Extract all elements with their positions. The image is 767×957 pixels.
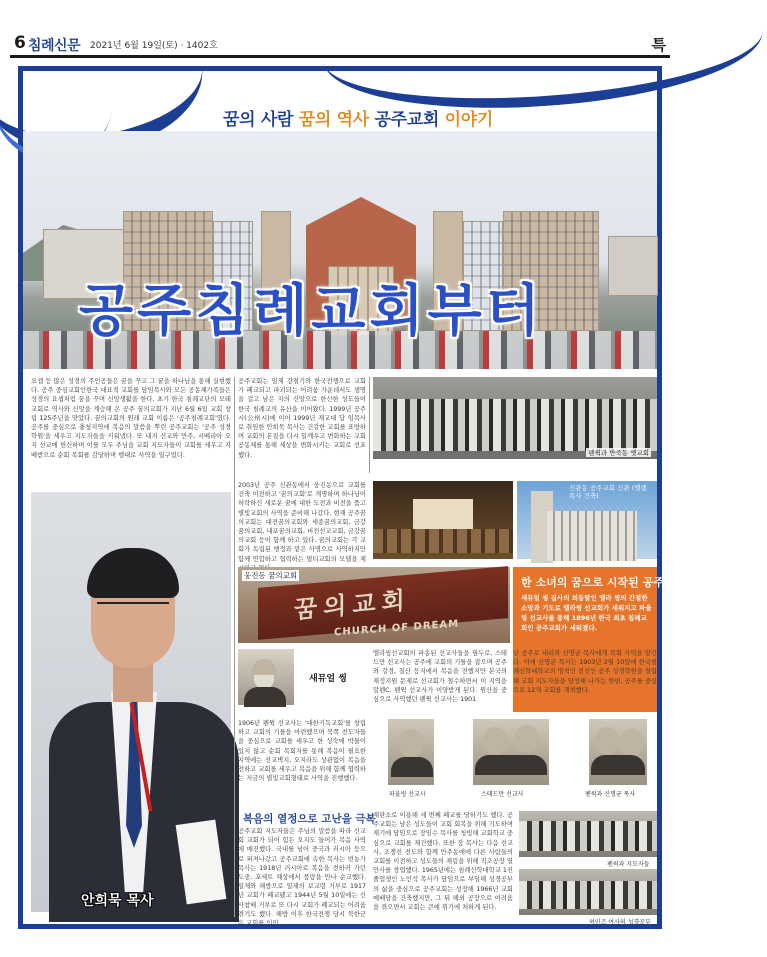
photo-pews bbox=[373, 529, 513, 553]
article-column-6: 1906년 펜윅 선교사는 '대한기독교회'를 창립하고 교회의 기틀을 마련했으며 북쪽 전도자들을 중심으로 교회를 세우고 한 성숙에 박물이 있지 않고 순회 목회자를 통해 복음이 필요한 지역에는 선교벽지, 오지라도 상관없이 복음을 전하고 교회를 세우고 복음을 위해 함께 협력하는 지금의 별빛교회형태로 사역을 진행했다. bbox=[238, 720, 366, 783]
fenwick-shin-photo bbox=[589, 719, 647, 785]
samuel-name-label: 새뮤얼 씽 bbox=[309, 674, 347, 684]
sinkwan-church-photo bbox=[517, 481, 657, 559]
hero-title bbox=[223, 105, 493, 130]
issue-date: 2021년 6월 19일(토) · 1402호 bbox=[90, 41, 218, 51]
article-column-7: 공주교회 지도자들은 주님의 말씀을 따라 신교회 교회가 되어 힘든 오지도 들어가 복음 사역에 매진했다. 국내를 넘어 중국과 러시아 등으로 퍼져나갔고 공주교회에 속한 목사는 빈농가 목사는 1918년 러시아로 복음을 전하러 가던 도중, 포세트 해상에서 풍랑을 만나 순교했다. 일제와 해방으로 일제의 보교령 거부로 1917년 교회가 폐교됐고 1944년 5월 10일에는 신사참배 거부로 또 다시 교회가 폐교되는 어려움 겪기도 했다. 해방 이후 한국전쟁 당시 북한군은 교회를 인민 bbox=[238, 828, 366, 928]
fenwick-leaders-caption: 펜윅과 지도자들 bbox=[607, 861, 650, 868]
portrait-hair bbox=[87, 548, 179, 598]
article-column-5: 년 공주로 내려와 신명균 목사에게 목회 사역을 맡긴다. 이에 신명균 목사는 1903년 2월 10일에 한국침례신학대학교의 명칙인 전신인 공주 성경학원을 설립해 교회 지도자들을 양성해 나가는 한편, 공주를 중심으로 12개 교회를 개척했다. bbox=[513, 650, 657, 694]
portrait-caption: 안희묵 목사 bbox=[81, 893, 154, 909]
bible-study-caption: 허인즈 여사의 성경공부 bbox=[589, 919, 651, 926]
portrait-body bbox=[244, 687, 286, 707]
portrait-glasses bbox=[97, 602, 169, 618]
photo-stage bbox=[413, 499, 473, 529]
hero-big-title: 공주침례교회부터 bbox=[79, 279, 544, 344]
sign-korean-text: 꿈의교회 bbox=[294, 585, 411, 625]
hero-title-highlight: 꿈의 역사 bbox=[298, 110, 369, 130]
pauling-caption: 파울링 선교사 bbox=[389, 791, 426, 798]
article-column-2: 공주교회는 일제 강점기와 한국전쟁으로 교회가 폐교되고 파괴되는 어려움 가운데서도 생명을 걸고 남은 자의 신앙으로 한신한 성도들이 한국 침례교의 유산을 이어왔다. 1999년 공주시(公州시)에 이어 1999년 재교대 답 임목사로 취임한 안희묵 목사는 건강한 교회를 표방하며 교회의 본질을 다시 일깨우고 변화하는 교회 공동체를 통해 세상을 변화시키는 교회로 선포했다. bbox=[238, 378, 366, 459]
steadman-caption: 스테드만 선교사 bbox=[481, 791, 524, 798]
hero-title-part: 꿈의 사람 bbox=[223, 110, 299, 130]
article-frame bbox=[18, 66, 686, 929]
photo-people bbox=[519, 821, 657, 851]
portrait-face bbox=[515, 725, 539, 753]
portrait-face bbox=[483, 727, 507, 755]
article-column-8: 재판소로 이용해 세 번째 폐교를 당하기도 했다. 공주교회는 남은 성도들이 교회 회복을 위해 기도하며 재기에 담임으로 장임수 목사를 청빙해 교회학교 중심으로 교회를 재건했다. 또한 장 목사는 다음 선교사, 조쟁진 전도와 함께 만주동에에 다른 사람들의 교회를 이전하고 성도들의 재림을 위해 직조공장 열만사를 창업했다. 1965년에는 침례신학대학교 1진 졸업생인 노인석 목사가 담임으로 부임해 성경공부의 삶을 중심으로 공주교회는 성장해 1966년 교회 예배당을 건축했지만, 그 뒤 해외 공장으로 어려움을 겪으면서 교회는 큰에 위기에 처하게 된다. bbox=[373, 812, 513, 912]
photo-people bbox=[373, 399, 657, 451]
callout-title: 한 소녀의 꿈으로 시작된 공주교회 bbox=[521, 576, 686, 589]
samuel-portrait bbox=[238, 649, 294, 705]
church-sign-photo bbox=[238, 567, 510, 643]
photo-caption: 신관동 공주교회 신관 (엘렘 목사 건축) bbox=[569, 484, 647, 500]
section-label: 특 bbox=[651, 36, 666, 54]
photo-building bbox=[608, 236, 658, 296]
old-congregation-photo bbox=[373, 377, 657, 459]
article-column-4: 엘라씽선교회의 파송된 선교사들을 필두로, 스테드만 선교사는 공주에 교회의 기틀을 잡으며 공주와 강경, 칠산 등지에서 복음을 전했지만 본국의 재정지원 문제로 선교회가 철수하면서 이 지역을 말펜C. 펜윅 선교사가 이양받게 된다. 원산을 중심으로 사역했던 펜윅 선교사는 1901 bbox=[373, 650, 507, 704]
page-number: 6 bbox=[14, 33, 26, 53]
sign-english-text: CHURCH OF DREAM bbox=[334, 618, 460, 639]
column-divider bbox=[234, 377, 235, 917]
hero-title-highlight: 이야기 bbox=[444, 110, 493, 130]
fenwick-shin-caption: 펜윅과 신명균 목사 bbox=[585, 791, 636, 798]
photo-building bbox=[547, 511, 637, 561]
article-column-1: 요셉 등 많은 성경의 주인공들은 꿈을 꾸고 그 꿈을 하나님을 통해 실현했다. 공주 중심교회인한국 대표적 교회를 담임목사와 모든 공동체가족들은 성경의 요셉처럼 꿈을 꾸며 신앙생활을 한다. 초기 한국 침례교단의 모태교회로 역사와 신앙을 계승해 온 공주 꿈의교회가 지난 6월 6일 교회 창립 125주년을 맞았다. 꿈의교회의 원래 교회 이름은 '공주침례교회'였다. 공주를 중심으로 충청지역에 복음의 말씀을 뿌린 공주교회는 '공주 성경학원'을 세우고 지도자들을 키워냈다. 또 내지 선교와 만주, 시베리아 오지 선교에 헌신하며 이를 모두 주님을 교회 지도자들이 교회를 세우고 지배받으로 순회 목회를 감당하며 행대로 사역을 일구었다. bbox=[31, 378, 231, 459]
section-subhead: 복음의 열정으로 고난을 극복 bbox=[243, 813, 376, 825]
column-divider bbox=[369, 377, 370, 473]
portrait-body bbox=[475, 755, 547, 775]
church-interior-photo bbox=[373, 481, 513, 559]
hero-title-part: 공주교회 bbox=[368, 110, 445, 130]
portrait-face bbox=[619, 729, 643, 757]
fenwick-leaders-photo bbox=[519, 811, 657, 857]
bible-study-photo bbox=[519, 869, 657, 915]
photo-caption: 펜윅과 반죽동 옛교회 bbox=[588, 449, 649, 457]
decorative-swoosh bbox=[319, 0, 766, 121]
callout-text: 새뮤얼 씽 집사의 외동딸인 엘라 씽의 간절한 소망과 기도로 엘라씽 선교회가 세워지고 파울링 선교사를 통해 1896년 한국 최초 침례교회인 공주교회가 세워졌다. bbox=[521, 594, 652, 632]
pastor-portrait bbox=[31, 492, 231, 912]
portrait-face bbox=[399, 729, 423, 757]
portrait-body bbox=[591, 755, 645, 775]
portrait-body bbox=[391, 757, 433, 777]
portrait-face bbox=[595, 727, 619, 755]
paper-name: 침례신문 bbox=[28, 38, 81, 54]
steadman-photo bbox=[473, 719, 549, 785]
photo-people bbox=[519, 881, 657, 909]
article-column-3: 2003년 공주 신관동에서 웅진동으로 교회를 건축 이전하고 '꿈의교회'로 개명하며 하나님이 허락하신 새로운 꿈에 대한 도전과 비전을 품고 별빛교회의 사역을 준비해 나갔다. 현재 공주꿈의교회는 대전꿈의교회와 세종꿈의교회, 금강꿈의교회, 내포꿈의교회, 비전선교교회, 금강꿈의교회 등이 함께 하고 있다. 꿈의교회는 각 교회가 독립된 행정과 맡은 사명으로 사역하지만 함께 연합하고 협력하는 멀티교회의 모델을 제 bbox=[238, 482, 366, 563]
photo-caption: 웅진동 꿈의교회 bbox=[244, 571, 298, 580]
pauling-photo bbox=[388, 719, 434, 785]
